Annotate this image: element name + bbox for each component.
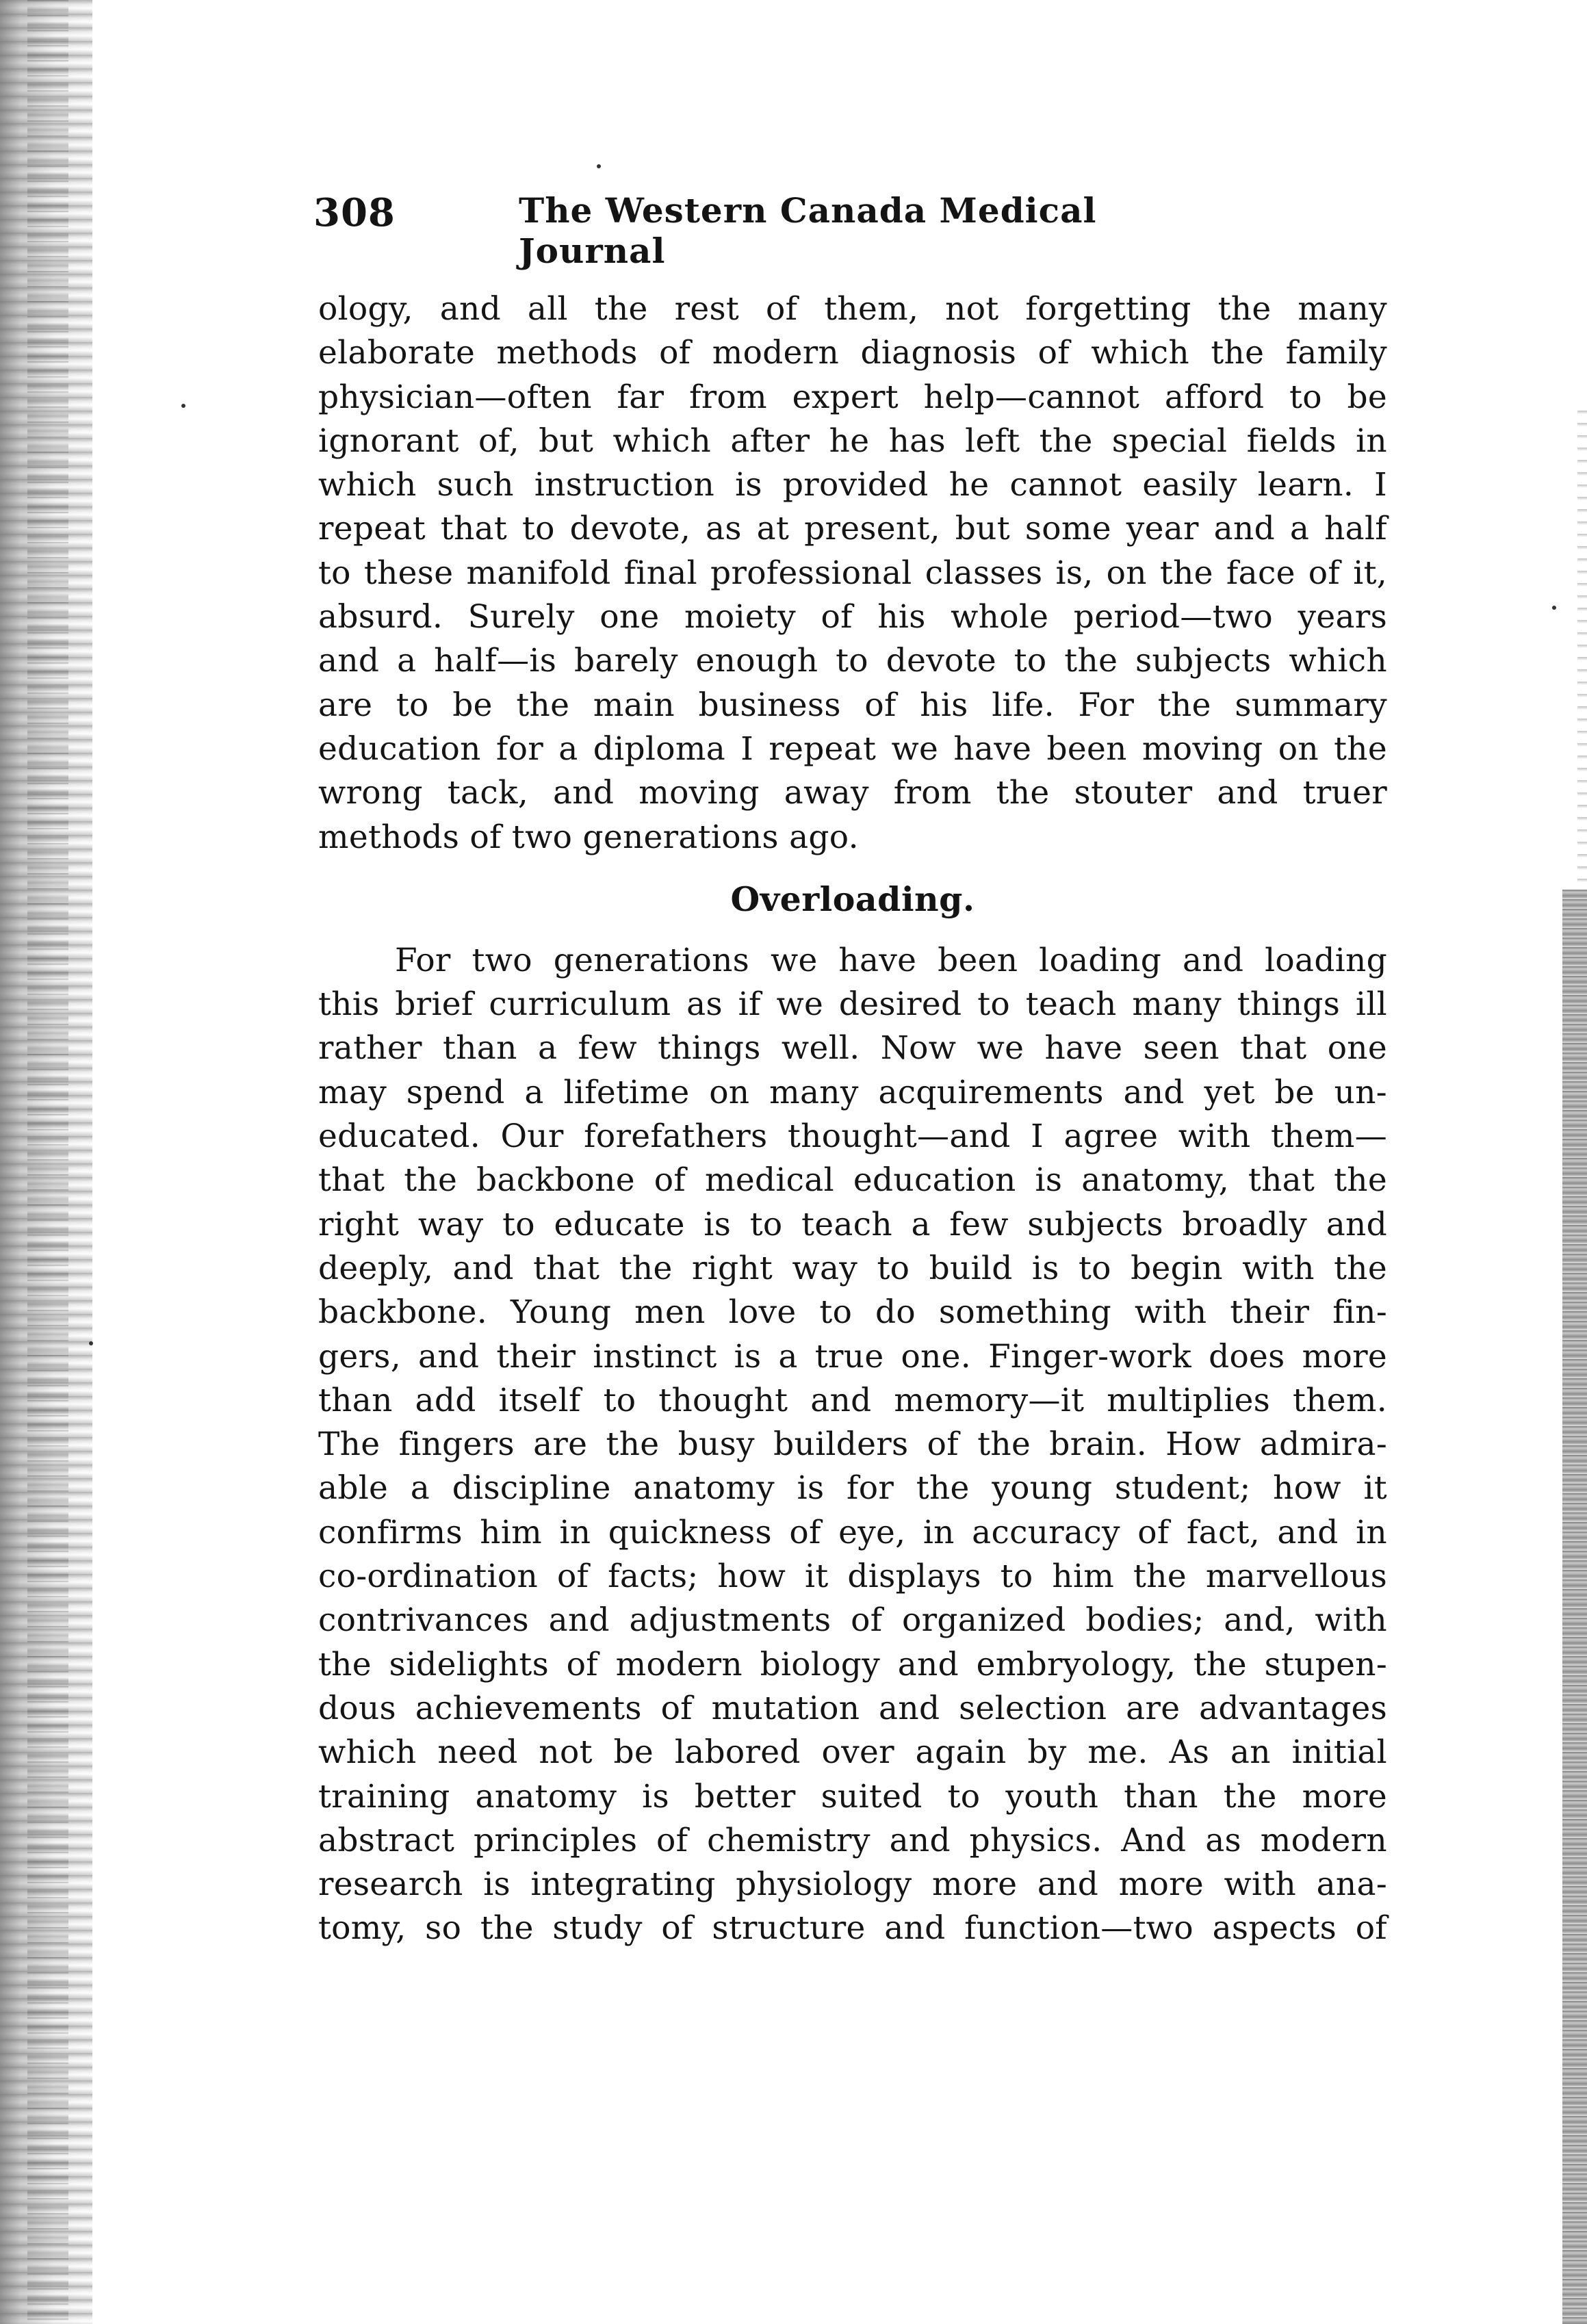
text-line: dous achievements of mutation and selection are advantages xyxy=(318,1689,1387,1727)
running-head: The Western Canada Medical Journal xyxy=(519,190,1097,271)
text-line: education for a diploma I repeat we have been moving on the xyxy=(318,730,1387,768)
text-line: methods of two generations ago. xyxy=(318,818,859,856)
scan-edge-artifact-right xyxy=(1562,890,1587,2324)
text-line: the sidelights of modern biology and embryology, the stupen- xyxy=(318,1645,1387,1683)
scan-edge-artifact-right-top xyxy=(1577,411,1587,890)
text-line: confirms him in quickness of eye, in accuracy of fact, and in xyxy=(318,1513,1387,1551)
text-line: contrivances and adjustments of organized bodies; and, with xyxy=(318,1601,1387,1640)
text-line: repeat that to devote, as at present, but some year and a half xyxy=(318,510,1387,548)
text-line: wrong tack, and moving away from the stouter and truer xyxy=(318,774,1387,812)
text-line: may spend a lifetime on many acquirements and yet be un- xyxy=(318,1073,1387,1111)
text-line: ignorant of, but which after he has left the special fields in xyxy=(318,422,1387,460)
scan-speck xyxy=(181,404,185,408)
paragraph xyxy=(318,939,1387,1951)
text-line: abstract principles of chemistry and physics. And as modern xyxy=(318,1821,1387,1859)
text-line: able a discipline anatomy is for the young student; how it xyxy=(318,1469,1387,1508)
text-line: and a half—is barely enough to devote to the subjects which xyxy=(318,642,1387,680)
text-line: are to be the main business of his life. For the summary xyxy=(318,686,1387,724)
text-line: physician—often far from expert help—cannot afford to be xyxy=(318,378,1387,416)
text-line: than add itself to thought and memory—it multiplies them. xyxy=(318,1381,1387,1419)
text-line: training anatomy is better suited to youth than the more xyxy=(318,1777,1387,1816)
scan-speck xyxy=(597,164,601,168)
scan-edge-artifact-left-detail xyxy=(27,0,68,2324)
text-line: rather than a few things well. Now we have seen that one xyxy=(318,1029,1387,1068)
text-line: elaborate methods of modern diagnosis of which the family xyxy=(318,334,1387,372)
text-line: research is integrating physiology more and more with ana- xyxy=(318,1865,1387,1904)
text-line: gers, and their instinct is a true one. Finger-work does more xyxy=(318,1337,1387,1376)
text-line: tomy, so the study of structure and function—two aspects of xyxy=(318,1909,1387,1948)
scan-speck xyxy=(1552,606,1556,610)
text-line: For two generations we have been loading and loading xyxy=(395,941,1387,979)
text-line: this brief curriculum as if we desired to teach many things ill xyxy=(318,985,1387,1024)
text-line: right way to educate is to teach a few subjects broadly and xyxy=(318,1205,1387,1243)
text-line: that the backbone of medical education is anatomy, that the xyxy=(318,1161,1387,1200)
scan-speck xyxy=(89,1341,93,1345)
text-line: The fingers are the busy builders of the brain. How admira- xyxy=(318,1425,1387,1464)
section-heading: Overloading. xyxy=(730,879,975,919)
text-line: ology, and all the rest of them, not forgetting the many xyxy=(318,290,1387,328)
body-text xyxy=(318,287,1387,1951)
text-line: which such instruction is provided he cannot easily learn. I xyxy=(318,466,1387,504)
text-line: educated. Our forefathers thought—and I agree with them— xyxy=(318,1118,1387,1156)
text-line: backbone. Young men love to do something with their fin- xyxy=(318,1293,1387,1332)
text-line: to these manifold final professional classes is, on the face of it, xyxy=(318,554,1387,592)
text-line: deeply, and that the right way to build is to begin with the xyxy=(318,1249,1387,1287)
text-line: which need not be labored over again by me. As an initial xyxy=(318,1733,1387,1772)
paragraph xyxy=(318,287,1387,860)
text-line: co-ordination of facts; how it displays to him the marvellous xyxy=(318,1558,1387,1596)
text-line: absurd. Surely one moiety of his whole period—two years xyxy=(318,598,1387,636)
page-header xyxy=(313,190,1251,271)
page-number: 308 xyxy=(313,190,396,235)
